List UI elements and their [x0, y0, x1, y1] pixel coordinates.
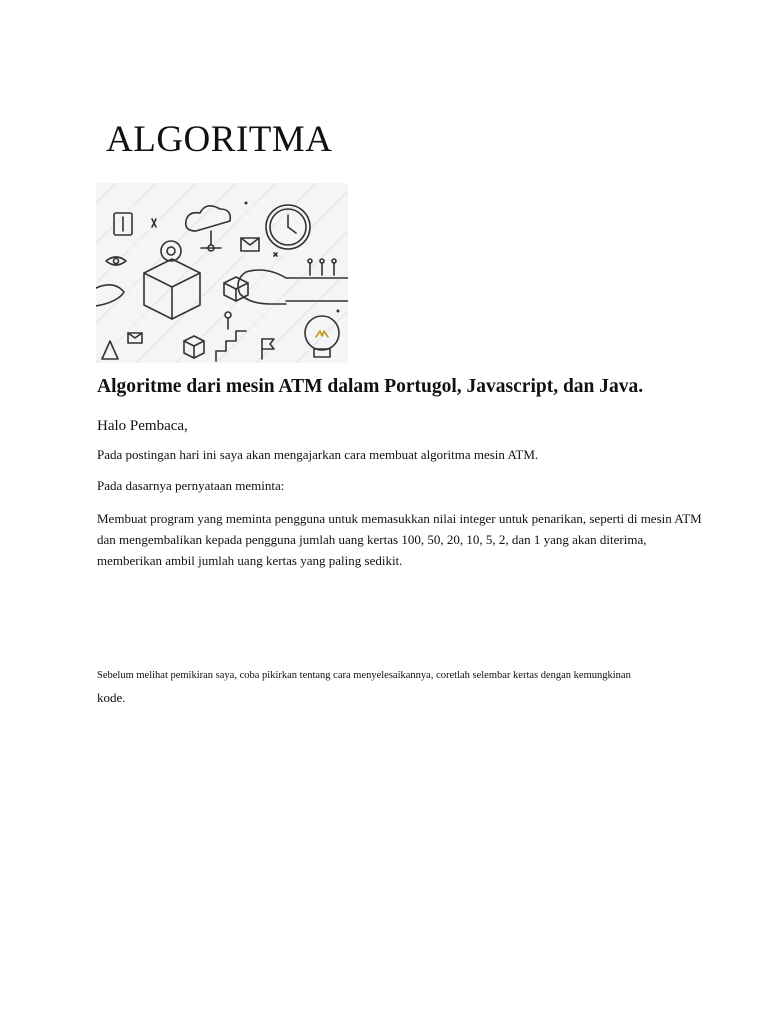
- greeting-text: Halo Pembaca,: [97, 418, 188, 434]
- note-end-text: kode.: [97, 690, 126, 705]
- statement-body-paragraph: Membuat program yang meminta pengguna untuk memasukkan nilai integer untuk penarikan, seperti di mesin ATM dan mengembalikan kepada pengguna jumlah uang kertas 100, 50, 20, 10, 5, 2, dan 1 yang akan diterima, memberikan ambil jumlah uang kertas yang paling sedikit.: [97, 511, 702, 568]
- algorithm-illustration: [96, 183, 348, 363]
- banner-title: ALGORITMA: [106, 119, 333, 160]
- statement-lead-paragraph: Pada dasarnya pernyataan meminta:: [97, 478, 285, 493]
- intro-paragraph: Pada postingan hari ini saya akan mengajarkan cara membuat algoritma mesin ATM.: [97, 447, 539, 462]
- note-paragraph: Sebelum melihat pemikiran saya, coba pikirkan tentang cara menyelesaikannya, coretlah selembar kertas dengan kemungkinan: [97, 670, 631, 681]
- article-title: Algoritme dari mesin ATM dalam Portugol, Javascript, dan Java.: [97, 376, 644, 397]
